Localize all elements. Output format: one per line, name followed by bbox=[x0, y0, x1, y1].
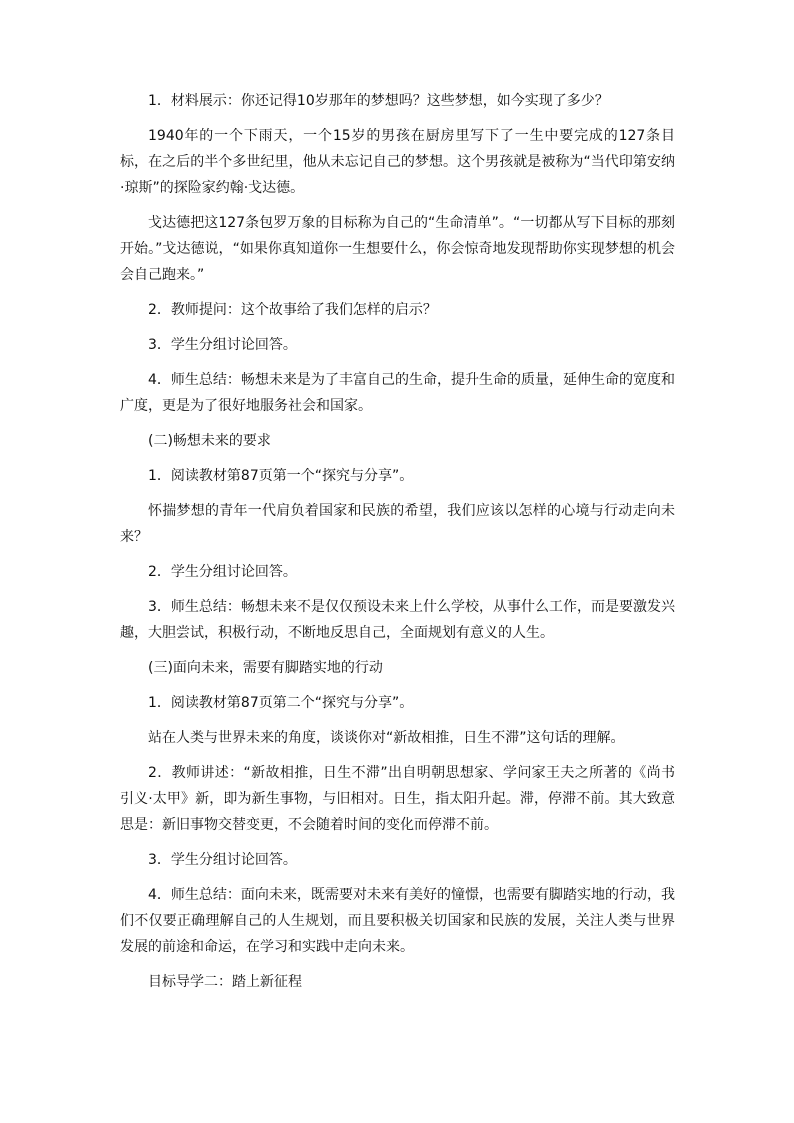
paragraph-read-textbook-1: 1．阅读教材第87页第一个“探究与分享”。 bbox=[148, 468, 414, 484]
paragraph-youth-dream: 怀揣梦想的青年一代肩负着国家和民族的希望，我们应该以怎样的心境与行动走向未来？ bbox=[120, 503, 675, 545]
paragraph-group-discussion-2: 2．学生分组讨论回答。 bbox=[148, 564, 297, 580]
paragraph-read-textbook-2: 1．阅读教材第87页第二个“探究与分享”。 bbox=[148, 695, 414, 711]
paragraph-material-display: 1．材料展示：你还记得10岁那年的梦想吗？这些梦想，如今实现了多少？ bbox=[148, 93, 609, 109]
paragraph-story-1940: 1940年的一个下雨天，一个15岁的男孩在厨房里写下了一生中要完成的127条目标，在之后的半个多世纪里，他从未忘记自己的梦想。这个男孩就是被称为“当代印第安纳·琼斯”的探险家约翰·戈达德。 bbox=[120, 128, 675, 196]
paragraph-teacher-narration: 2．教师讲述：“新故相推，日生不滞”出自明朝思想家、学问家王夫之所著的《尚书引义·太甲》新，即为新生事物，与旧相对。日生，指太阳升起。滞，停滞不前。其大致意思是：新旧事物交替变更，不会随着时间的变化而停滞不前。 bbox=[120, 765, 675, 833]
paragraph-goal-guide-2: 目标导学二：踏上新征程 bbox=[148, 974, 302, 990]
document-body bbox=[120, 88, 675, 995]
paragraph-summary-2: 3．师生总结：畅想未来不是仅仅预设未来上什么学校，从事什么工作，而是要激发兴趣，大胆尝试，积极行动，不断地反思自己，全面规划有意义的人生。 bbox=[120, 599, 675, 641]
paragraph-teacher-question: 2．教师提问：这个故事给了我们怎样的启示？ bbox=[148, 302, 437, 318]
paragraph-world-future: 站在人类与世界未来的角度，谈谈你对“新故相推，日生不滞”这句话的理解。 bbox=[148, 730, 625, 746]
section-heading-2: (二)畅想未来的要求 bbox=[148, 433, 271, 449]
paragraph-group-discussion-1: 3．学生分组讨论回答。 bbox=[148, 337, 297, 353]
paragraph-group-discussion-3: 3．学生分组讨论回答。 bbox=[148, 852, 297, 868]
paragraph-summary-1: 4．师生总结：畅想未来是为了丰富自己的生命，提升生命的质量，延伸生命的宽度和广度，更是为了很好地服务社会和国家。 bbox=[120, 372, 675, 414]
section-heading-3: (三)面向未来，需要有脚踏实地的行动 bbox=[148, 660, 383, 676]
paragraph-life-list: 戈达德把这127条包罗万象的目标称为自己的“生命清单”。“一切都从写下目标的那刻开始。”戈达德说，“如果你真知道你一生想要什么，你会惊奇地发现帮助你实现梦想的机会会自己跑来。” bbox=[120, 215, 675, 283]
paragraph-summary-3: 4．师生总结：面向未来，既需要对未来有美好的憧憬，也需要有脚踏实地的行动，我们不仅要正确理解自己的人生规划，而且要积极关切国家和民族的发展，关注人类与世界发展的前途和命运，在学习和实践中走向未来。 bbox=[120, 887, 675, 955]
